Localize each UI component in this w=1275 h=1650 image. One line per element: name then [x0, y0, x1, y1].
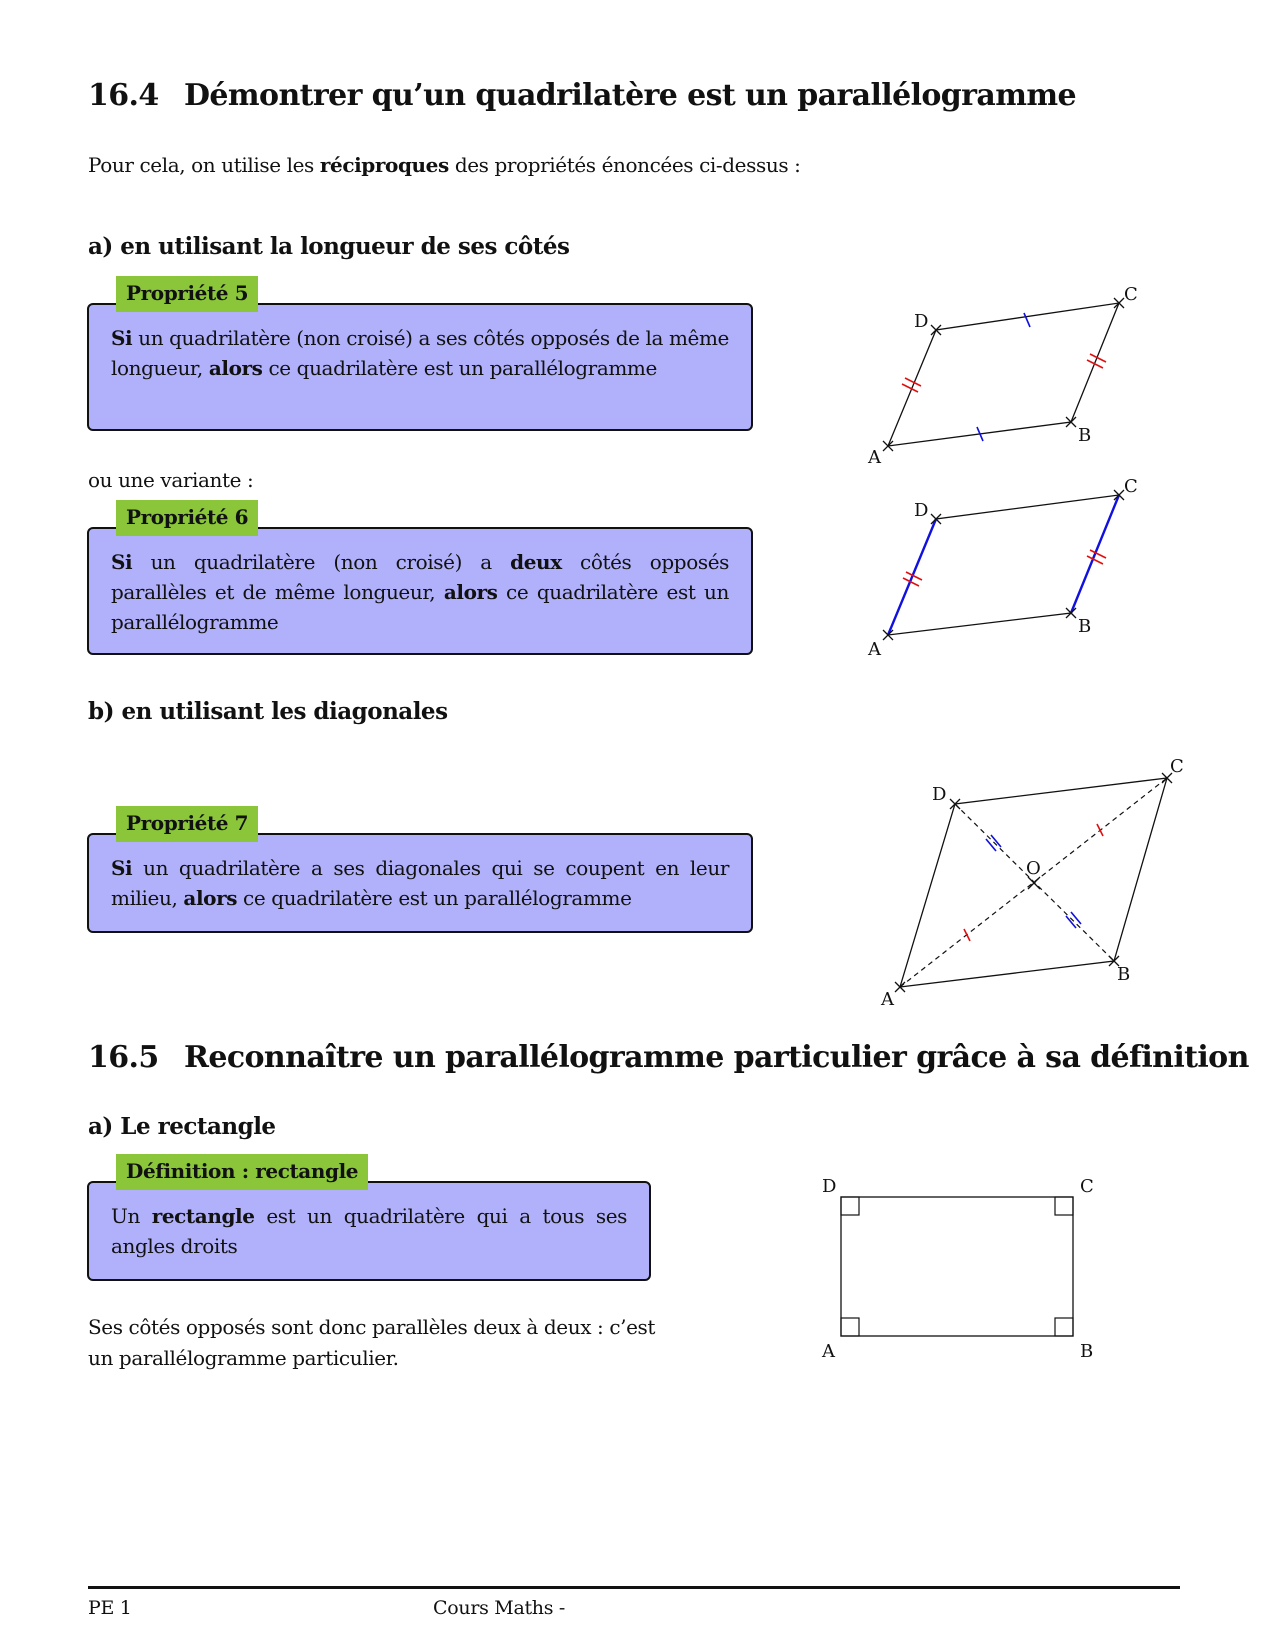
prop5-si: Si [111, 326, 133, 350]
property-7-label: Propriété 7 [116, 806, 258, 842]
fig2-label-C: C [1124, 476, 1138, 497]
section-number: 16.5 [88, 1040, 159, 1075]
fig2-label-D: D [914, 500, 929, 521]
fig3-label-D: D [932, 784, 947, 805]
fig4-label-C: C [1080, 1176, 1094, 1197]
fig1-label-B: B [1078, 425, 1092, 446]
prop7-alors: alors [183, 886, 238, 910]
prop7-si: Si [111, 856, 133, 880]
prop5-alors: alors [208, 356, 263, 380]
property-5-label: Propriété 5 [116, 276, 258, 312]
subsection-b-heading: b) en utilisant les diagonales [88, 698, 448, 725]
intro-text: Pour cela, on utilise les [88, 153, 320, 177]
prop6-si: Si [111, 550, 133, 574]
section-number: 16.4 [88, 78, 159, 113]
fig3-label-A: A [881, 989, 894, 1010]
prop7-text: un quadrilatère a ses diagonales qui se coupent en leur milieu, [111, 856, 729, 910]
footer-center: Cours Maths - [433, 1597, 566, 1619]
def-text-start: Un [111, 1204, 152, 1228]
fig2-label-B: B [1078, 616, 1092, 637]
remark-line-1: Ses côtés opposés sont donc parallèles deux à deux : c’est [88, 1315, 656, 1339]
section-title: Reconnaître un parallélogramme particulier grâce à sa définition [184, 1040, 1249, 1075]
remark-line-2: un parallélogramme particulier. [88, 1346, 399, 1370]
intro-text-end: des propriétés énoncées ci-dessus : [448, 153, 801, 177]
subsection-rectangle-heading: a) Le rectangle [88, 1113, 276, 1140]
variant-text: ou une variante : [88, 468, 254, 492]
definition-rectangle-label: Définition : rectangle [116, 1154, 368, 1190]
def-bold: rectangle [151, 1204, 255, 1228]
fig1-label-D: D [914, 311, 929, 332]
def-text: est un quadrilatère qui a tous ses angles droits [111, 1204, 627, 1258]
fig4-outline [841, 1197, 1073, 1336]
prop6-alors: alors [443, 580, 498, 604]
fig4-label-D: D [822, 1176, 837, 1197]
fig1-label-C: C [1124, 284, 1138, 305]
fig1-label-A: A [868, 447, 881, 468]
fig3-label-C: C [1170, 756, 1184, 777]
prop6-deux: deux [510, 550, 562, 574]
fig3-label-B: B [1117, 964, 1131, 985]
fig2-label-A: A [868, 639, 881, 660]
fig4-label-A: A [822, 1341, 835, 1362]
subsection-a-heading: a) en utilisant la longueur de ses côtés [88, 233, 570, 260]
footer-rule [88, 1586, 1180, 1589]
prop6-text-mid: côtés opposés parallèles et de même longueur, [111, 550, 729, 604]
prop6-text: un quadrilatère (non croisé) a [132, 550, 511, 574]
footer-left: PE 1 [88, 1597, 132, 1619]
prop5-text: un quadrilatère (non croisé) a ses côtés opposés de la même longueur, [111, 326, 729, 380]
fig4-label-B: B [1080, 1341, 1094, 1362]
intro-bold: réciproques [319, 153, 449, 177]
prop5-text-end: ce quadrilatère est un parallélogramme [262, 356, 657, 380]
fig4-right-angle-marks [841, 1197, 1073, 1336]
property-6-label: Propriété 6 [116, 500, 258, 536]
fig3-label-O: O [1026, 858, 1041, 879]
prop7-text-end: ce quadrilatère est un parallélogramme [237, 886, 632, 910]
prop6-text-end: ce quadrilatère est un parallélogramme [111, 580, 729, 634]
section-title: Démontrer qu’un quadrilatère est un parallélogramme [184, 78, 1076, 113]
